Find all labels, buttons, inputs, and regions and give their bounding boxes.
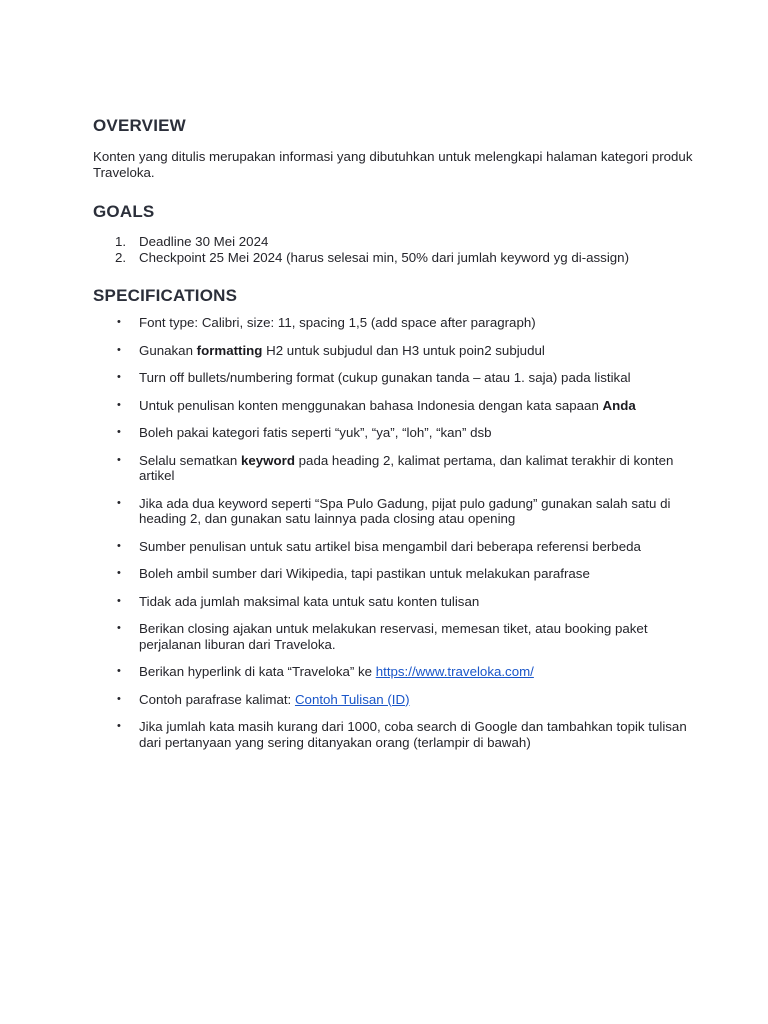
spec-item-text: Boleh ambil sumber dari Wikipedia, tapi pastikan untuk melakukan parafrase xyxy=(139,566,590,581)
spec-item xyxy=(93,594,695,610)
goals-item xyxy=(93,234,693,250)
bullet-icon: • xyxy=(117,316,121,328)
spec-item-text-pre: Untuk penulisan konten menggunakan bahasa Indonesia dengan kata sapaan xyxy=(139,397,603,413)
spec-item-text-pre: Gunakan xyxy=(139,342,197,358)
spec-item xyxy=(93,566,695,582)
bullet-icon: • xyxy=(117,720,121,732)
goals-item-text: Checkpoint 25 Mei 2024 (harus selesai min, 50% dari jumlah keyword yg di-assign) xyxy=(139,249,630,265)
bullet-icon: • xyxy=(117,453,121,466)
bullet-icon: • xyxy=(117,622,121,634)
spec-item-text-post: H2 untuk subjudul dan H3 untuk poin2 subjudul xyxy=(262,342,545,358)
goals-item-text: Deadline 30 Mei 2024 xyxy=(139,234,269,249)
spec-item-text-pre: Berikan hyperlink di kata “Traveloka” ke xyxy=(139,664,376,679)
bullet-icon: • xyxy=(117,692,121,705)
spec-item-bold: keyword xyxy=(241,452,295,468)
bullet-icon: • xyxy=(117,371,121,383)
spec-item-text: Boleh pakai kategori fatis seperti “yuk”, “ya”, “loh”, “kan” dsb xyxy=(139,425,492,440)
goals-item xyxy=(93,250,693,266)
specifications-section xyxy=(93,286,693,750)
bullet-icon: • xyxy=(117,496,121,509)
spec-item xyxy=(93,370,695,386)
specifications-heading: SPECIFICATIONS xyxy=(93,286,238,305)
spec-item xyxy=(93,453,695,484)
overview-section xyxy=(93,116,693,180)
overview-heading: OVERVIEW xyxy=(93,116,186,135)
spec-item xyxy=(93,496,695,527)
spec-item-text-pre: Selalu sematkan xyxy=(139,452,241,468)
spec-item-text: Font type: Calibri, size: 11, spacing 1,5 (add space after paragraph) xyxy=(139,315,536,330)
goals-heading: GOALS xyxy=(93,202,155,221)
spec-item-text-post: pada heading 2, kalimat pertama, dan kalimat terakhir di konten artikel xyxy=(139,452,674,483)
spec-item-text: Sumber penulisan untuk satu artikel bisa mengambil dari beberapa referensi berbeda xyxy=(139,538,641,554)
overview-paragraph: Konten yang ditulis merupakan informasi yang dibutuhkan untuk melengkapi halaman kategori produk Traveloka. xyxy=(93,149,693,180)
spec-item-bold: formatting xyxy=(196,342,263,358)
spec-item-text: Tidak ada jumlah maksimal kata untuk satu konten tulisan xyxy=(139,593,480,609)
spec-item xyxy=(93,664,695,680)
specifications-list xyxy=(93,315,693,750)
bullet-icon: • xyxy=(117,426,121,438)
bullet-icon: • xyxy=(117,665,121,677)
goals-item-number: 1. xyxy=(115,234,127,249)
bullet-icon: • xyxy=(117,343,121,356)
goals-item-number: 2. xyxy=(115,249,127,265)
goals-list xyxy=(93,234,693,265)
traveloka-hyperlink[interactable]: https://www.traveloka.com/ xyxy=(375,664,534,679)
spec-item xyxy=(93,315,695,331)
bullet-icon: • xyxy=(117,594,121,607)
bullet-icon: • xyxy=(117,398,121,411)
spec-item xyxy=(93,539,695,555)
spec-item xyxy=(93,343,695,359)
spec-item xyxy=(93,621,695,652)
spec-item xyxy=(93,692,695,708)
bullet-icon: • xyxy=(117,567,121,579)
spec-item xyxy=(93,398,695,414)
spec-item-text: Jika ada dua keyword seperti “Spa Pulo Gadung, pijat pulo gadung” gunakan salah satu di heading 2, dan gunakan satu lainnya pada closing atau opening xyxy=(139,495,671,526)
spec-item xyxy=(93,719,695,750)
spec-item-bold: Anda xyxy=(602,397,636,413)
spec-item-text-pre: Contoh parafrase kalimat: xyxy=(139,691,295,707)
spec-item-text: Turn off bullets/numbering format (cukup gunakan tanda – atau 1. saja) pada listikal xyxy=(139,370,631,385)
spec-item-text: Berikan closing ajakan untuk melakukan reservasi, memesan tiket, atau booking paket perjalanan liburan dari Traveloka. xyxy=(139,621,648,652)
goals-section xyxy=(93,202,693,265)
bullet-icon: • xyxy=(117,539,121,552)
contoh-tulisan-link[interactable]: Contoh Tulisan (ID) xyxy=(294,691,410,707)
spec-item xyxy=(93,425,695,441)
spec-item-text: Jika jumlah kata masih kurang dari 1000, coba search di Google dan tambahkan topik tulisan dari pertanyaan yang sering ditanyakan orang (terlampir di bawah) xyxy=(139,719,687,750)
document-body xyxy=(93,116,693,762)
